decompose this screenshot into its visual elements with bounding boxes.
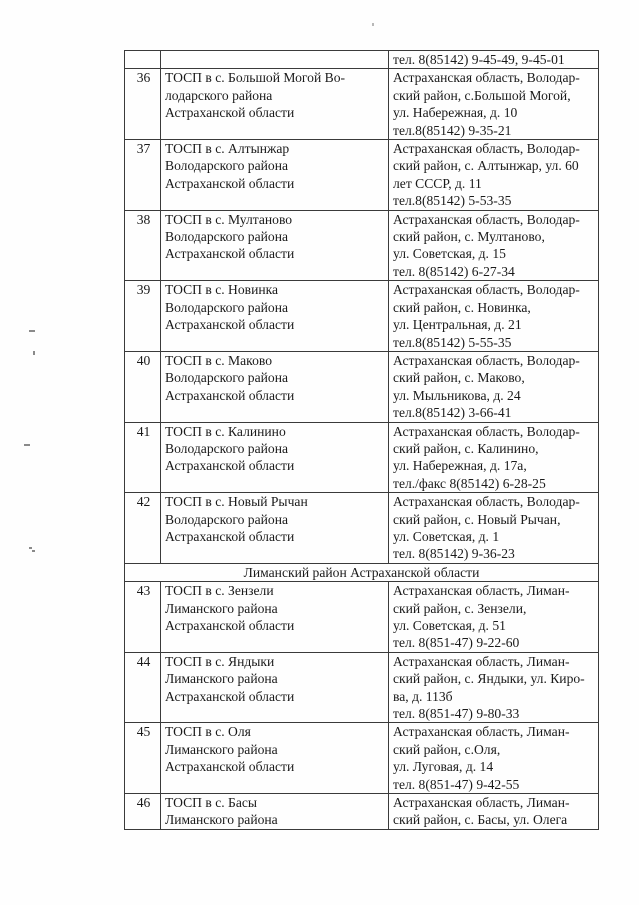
table-row (125, 652, 599, 723)
cell-line: ТОСП в с. Большой Могой Во- (165, 70, 346, 86)
cell-line: Астраханской области (165, 688, 295, 704)
organization-address (389, 493, 599, 564)
cell-line: ский район, с. Мултаново, (393, 229, 545, 245)
organization-address (389, 210, 599, 281)
organization-address (389, 723, 599, 794)
cell-line: Астраханская область, Володар- (393, 141, 580, 157)
table-row (125, 422, 599, 493)
table-row (125, 51, 599, 69)
organization-address (389, 351, 599, 422)
cell-line: тел. 8(85142) 6-27-34 (393, 263, 515, 279)
row-number: 44 (125, 652, 161, 723)
cell-line: ский район, с. Маково, (393, 370, 525, 386)
section-header-row (125, 563, 599, 581)
table-row (125, 723, 599, 794)
table-row (125, 351, 599, 422)
cell-line: ул. Советская, д. 51 (393, 618, 506, 633)
cell-line: Астраханской области (165, 175, 295, 191)
cell-line: Астраханской области (165, 317, 295, 333)
cell-line: ский район, с.Большой Могой, (393, 87, 571, 103)
organization-name (161, 422, 389, 493)
scan-mark (33, 351, 35, 355)
table-row (125, 281, 599, 352)
cell-line: ТОСП в с. Маково (165, 352, 272, 368)
cell-line: ул. Мыльникова, д. 24 (393, 387, 521, 403)
organization-address (389, 652, 599, 723)
cell-line: Астраханской области (165, 387, 295, 403)
organizations-table (124, 50, 599, 830)
row-number: 45 (125, 723, 161, 794)
row-number: 42 (125, 493, 161, 564)
cell-line: Астраханская область, Володар- (393, 352, 580, 368)
cell-line: тел.8(85142) 3-66-41 (393, 405, 512, 421)
cell-line: Астраханская область, Лиман- (393, 795, 570, 811)
row-number: 40 (125, 351, 161, 422)
scan-mark (32, 550, 35, 552)
organization-address (389, 140, 599, 211)
cell-line: тел.8(85142) 9-35-21 (393, 122, 512, 138)
cell-line: Лиманского района (165, 600, 278, 616)
row-number (125, 51, 161, 69)
cell-line: ул. Луговая, д. 14 (393, 759, 494, 775)
table-row (125, 210, 599, 281)
cell-line: Астраханская область, Володар- (393, 211, 580, 227)
cell-line: Астраханская область, Володар- (393, 423, 580, 439)
cell-line: ул. Советская, д. 1 (393, 528, 500, 544)
cell-line: ский район, с. Басы, ул. Олега (393, 812, 568, 828)
cell-line: тел.8(85142) 5-55-35 (393, 334, 512, 350)
cell-line: тел. 8(85142) 9-45-49, 9-45-01 (393, 52, 565, 67)
cell-line: Володарского района (165, 299, 289, 315)
scan-mark (372, 23, 374, 26)
cell-line: тел. 8(851-47) 9-80-33 (393, 706, 520, 722)
organization-address (389, 281, 599, 352)
organization-name (161, 281, 389, 352)
cell-line: тел.8(85142) 5-53-35 (393, 193, 512, 209)
cell-line: ул. Центральная, д. 21 (393, 317, 522, 333)
cell-line: Володарского района (165, 370, 289, 386)
cell-line: Астраханской области (165, 246, 295, 262)
cell-line: Астраханской области (165, 458, 295, 474)
cell-line: Астраханской области (165, 528, 295, 544)
cell-line: Володарского района (165, 229, 289, 245)
cell-line: ТОСП в с. Алтынжар (165, 141, 290, 157)
cell-line: Астраханской области (165, 759, 295, 775)
cell-line: ТОСП в с. Яндыки (165, 653, 275, 669)
cell-line: ТОСП в с. Зензели (165, 583, 274, 599)
scan-mark (29, 547, 32, 549)
cell-line: ский район, с. Новый Рычан, (393, 511, 561, 527)
organization-address (389, 422, 599, 493)
cell-line: ул. Набережная, д. 10 (393, 105, 518, 121)
cell-line: Лиманского района (165, 741, 278, 757)
cell-line: Астраханской области (165, 618, 295, 633)
cell-line: тел. 8(851-47) 9-42-55 (393, 776, 520, 792)
row-number: 46 (125, 794, 161, 830)
organization-address (389, 69, 599, 140)
organization-name (161, 351, 389, 422)
cell-line: ТОСП в с. Мултаново (165, 211, 293, 227)
table-row (125, 493, 599, 564)
organization-name (161, 493, 389, 564)
cell-line: тел. 8(851-47) 9-22-60 (393, 635, 520, 651)
cell-line: ТОСП в с. Новый Рычан (165, 494, 308, 510)
table-row (125, 69, 599, 140)
cell-line: Астраханская область, Лиман- (393, 583, 570, 599)
cell-line: ский район, с. Яндыки, ул. Киро- (393, 671, 585, 687)
cell-line: ский район, с. Зензели, (393, 600, 527, 616)
organization-name (161, 51, 389, 69)
section-title: Лиманский район Астраханской области (125, 563, 599, 581)
table-row (125, 140, 599, 211)
organization-name (161, 652, 389, 723)
cell-line: Астраханская область, Володар- (393, 494, 580, 510)
cell-line: ва, д. 113б (393, 688, 453, 704)
organization-name (161, 794, 389, 830)
table-body (125, 51, 599, 830)
scan-mark (24, 444, 30, 446)
cell-line: ский район, с. Новинка, (393, 299, 531, 315)
organization-name (161, 140, 389, 211)
organization-name (161, 723, 389, 794)
cell-line: Астраханская область, Володар- (393, 70, 580, 86)
row-number: 36 (125, 69, 161, 140)
organization-name (161, 582, 389, 653)
cell-line: ул. Набережная, д. 17а, (393, 458, 527, 474)
cell-line: ТОСП в с. Оля (165, 724, 251, 740)
scan-mark (29, 330, 35, 332)
cell-line: Лиманского района (165, 812, 278, 828)
cell-line: ский район, с.Оля, (393, 741, 501, 757)
cell-line: Астраханская область, Лиман- (393, 653, 570, 669)
table-row (125, 794, 599, 830)
row-number: 38 (125, 210, 161, 281)
row-number: 43 (125, 582, 161, 653)
cell-line: Лиманского района (165, 671, 278, 687)
cell-line: ТОСП в с. Новинка (165, 282, 279, 298)
cell-line: Володарского района (165, 158, 289, 174)
cell-line: Володарского района (165, 440, 289, 456)
cell-line: ул. Советская, д. 15 (393, 246, 506, 262)
cell-line: ский район, с. Калинино, (393, 440, 539, 456)
row-number: 41 (125, 422, 161, 493)
organization-address (389, 51, 599, 69)
cell-line: тел./факс 8(85142) 6-28-25 (393, 475, 546, 491)
cell-line: Володарского района (165, 511, 289, 527)
cell-line: ский район, с. Алтынжар, ул. 60 (393, 158, 579, 174)
cell-line: Астраханская область, Лиман- (393, 724, 570, 740)
organization-address (389, 794, 599, 830)
cell-line: лодарского района (165, 87, 273, 103)
cell-line: Астраханская область, Володар- (393, 282, 580, 298)
cell-line: ТОСП в с. Басы (165, 795, 258, 811)
row-number: 37 (125, 140, 161, 211)
row-number: 39 (125, 281, 161, 352)
organization-address (389, 582, 599, 653)
cell-line: Астраханской области (165, 105, 295, 121)
cell-line: лет СССР, д. 11 (393, 175, 482, 191)
organization-name (161, 210, 389, 281)
organization-name (161, 69, 389, 140)
cell-line: ТОСП в с. Калинино (165, 423, 286, 439)
cell-line: тел. 8(85142) 9-36-23 (393, 546, 515, 562)
table-row (125, 582, 599, 653)
